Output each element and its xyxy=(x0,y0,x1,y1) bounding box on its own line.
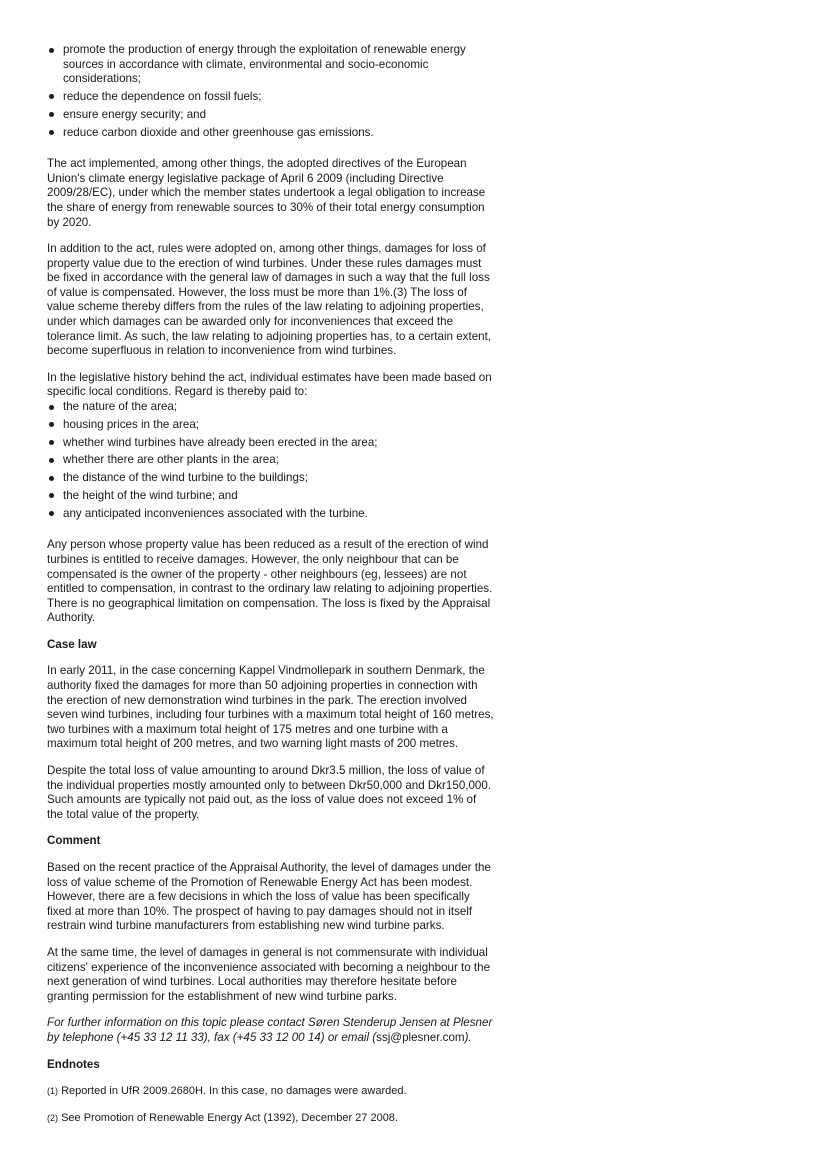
list-item: ensure energy security; and xyxy=(47,108,495,123)
paragraph-directive: The act implemented, among other things, the adopted directives of the European Union's climate energy legislative package of April 6 2009 (including Directive 2009/28/EC), under which the member states undertook a legal obligation to increase the share of energy from renewable sources to 30% of their total energy consumption by 2020. xyxy=(47,157,486,229)
endnote-text: Reported in UfR 2009.2680H. In this case, no damages were awarded. xyxy=(61,1085,407,1098)
bullet-icon xyxy=(49,405,54,410)
contact-info xyxy=(47,1016,495,1045)
endnote-item xyxy=(47,1084,495,1099)
bullet-icon xyxy=(49,440,54,445)
bullet-icon xyxy=(49,422,54,427)
bullet-icon xyxy=(49,476,54,481)
endnote-number: (2) xyxy=(47,1112,58,1123)
bullet-icon xyxy=(49,48,54,53)
article-column xyxy=(47,43,495,1125)
list-item: whether there are other plants in the area; xyxy=(47,453,495,468)
paragraph-case: In early 2011, in the case concerning Kappel Vindmollepark in southern Denmark, the authority fixed the damages for more than 50 adjoining properties in connection with the erection of new demonstration wind turbines in the park. The erection involved seven wind turbines, including four turbines with a maximum total height of 160 metres, two turbines with a maximum total height of 175 metres and one turbine with a maximum total height of 200 metres, and two warning light masts of 200 metres. xyxy=(47,664,494,751)
list-item: any anticipated inconveniences associated with the turbine. xyxy=(47,507,495,522)
paragraph-damages: In addition to the act, rules were adopted on, among other things, damages for loss of property value due to the erection of wind turbines. Under these rules damages must be fixed in accordance with the general law of damages in such a way that the full loss of value is compensated. However, the loss must be more than 1%.(3) The loss of value scheme thereby differs from the rules of the law relating to adjoining properties, under which damages can be awarded only for inconveniences that exceed the tolerance limit. As such, the law relating to adjoining properties has, to a certain extent, become superfluous in relation to inconvenience from wind turbines. xyxy=(47,242,492,358)
bullet-icon xyxy=(49,94,54,99)
bullet-icon xyxy=(49,112,54,117)
paragraph-despite: Despite the total loss of value amounting to around Dkr3.5 million, the loss of value of the individual properties mostly amounted only to between Dkr50,000 and Dkr150,000. Such amounts are typically not paid out, as the loss of value does not exceed 1% of the total value of the property. xyxy=(47,764,492,821)
list-item: housing prices in the area; xyxy=(47,418,495,433)
list-item: the height of the wind turbine; and xyxy=(47,489,495,504)
endnote-text: See Promotion of Renewable Energy Act (1392), December 27 2008. xyxy=(61,1111,398,1124)
contact-end: ). xyxy=(464,1030,472,1044)
contact-email-link[interactable]: ssj@plesner.com xyxy=(376,1030,465,1044)
list-item: the distance of the wind turbine to the buildings; xyxy=(47,471,495,486)
paragraph-entitled: Any person whose property value has been reduced as a result of the erection of wind turbines is entitled to receive damages. However, the only neighbour that can be compensated is the owner of the property - other neighbours (eg, lessees) are not entitled to compensation, in contrast to the ordinary law relating to adjoining properties. There is no geographical limitation on compensation. The loss is fixed by the Appraisal Authority. xyxy=(47,538,493,625)
list-item: reduce the dependence on fossil fuels; xyxy=(47,90,495,105)
paragraph-comment-2: At the same time, the level of damages in general is not commensurate with individual citizens' experience of the inconvenience associated with becoming a neighbour to the next generation of wind turbines. Local authorities may therefore hesitate before granting permission for the establishment of new wind turbine parks. xyxy=(47,945,491,1003)
bullet-icon xyxy=(49,130,54,135)
paragraph-comment-1: Based on the recent practice of the Appraisal Authority, the level of damages under the loss of value scheme of the Promotion of Renewable Energy Act has been modest. However, there are a few decisions in which the loss of value has been specifically fixed at more than 10%. The prospect of having to pay damages should not in itself restrain wind turbine manufacturers from establishing new wind turbine parks. xyxy=(47,861,491,933)
paragraph-history: In the legislative history behind the act, individual estimates have been made based on specific local conditions. Regard is thereby paid to: xyxy=(47,370,492,399)
contact-intro: For further information on this topic please contact Søren Stenderup Jensen at Plesner by telephone (+45 33 12 11 33), fax (+45 33 12 00 14) or email ( xyxy=(47,1016,493,1044)
endnote-item xyxy=(47,1111,495,1126)
bullet-icon xyxy=(49,493,54,498)
list-item: reduce carbon dioxide and other greenhouse gas emissions. xyxy=(47,126,495,141)
list-item: the nature of the area; xyxy=(47,400,495,415)
heading-case-law: Case law xyxy=(47,637,97,651)
bullet-icon xyxy=(49,511,54,516)
heading-comment: Comment xyxy=(47,834,101,848)
bullet-icon xyxy=(49,458,54,463)
list-item: promote the production of energy through the exploitation of renewable energy sources in accordance with climate, environmental and socio-economic considerations; xyxy=(47,43,495,87)
heading-endnotes: Endnotes xyxy=(47,1057,100,1071)
objectives-list xyxy=(47,43,495,140)
endnote-number: (1) xyxy=(47,1086,58,1097)
list-item: whether wind turbines have already been erected in the area; xyxy=(47,436,495,451)
regard-list xyxy=(47,400,495,521)
